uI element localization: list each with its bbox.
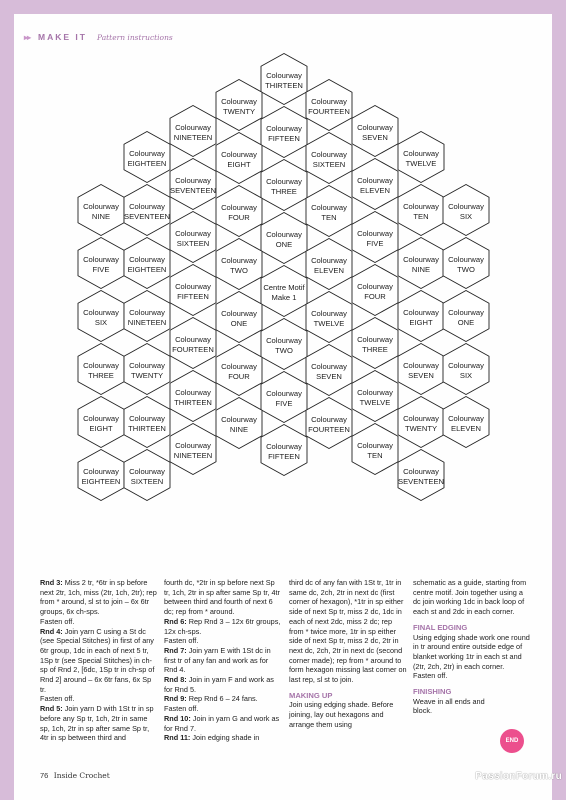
- hexagon-label-line2: SIXTEEN: [176, 239, 210, 248]
- hexagon-label-line1: Colourway: [357, 441, 393, 450]
- hexagon-label-line2: TWENTY: [222, 107, 256, 116]
- hexagon-motif: [306, 345, 352, 396]
- hexagon-motif: [216, 186, 262, 237]
- hexagon-label-line1: Colourway: [129, 361, 165, 370]
- hexagon-label-line1: Colourway: [175, 441, 211, 450]
- hexagon-label-line2: ONE: [457, 318, 475, 327]
- instruction-row: [164, 636, 282, 646]
- round-label: Rnd 9:: [164, 694, 187, 704]
- hexagon-label-line2: THREE: [362, 345, 388, 354]
- hexagon-motif: [78, 450, 124, 501]
- hexagon-motif: [78, 185, 124, 236]
- hexagon-label-line2: NINETEEN: [173, 133, 213, 142]
- hexagon-motif: [216, 345, 262, 396]
- hexagon-motif: [78, 238, 124, 289]
- hexagon-label-line2: TWENTY: [404, 424, 438, 433]
- hexagon-label-line1: Colourway: [129, 414, 165, 423]
- hexagon-label-line1: Colourway: [448, 414, 484, 423]
- hexagon-motif: [306, 292, 352, 343]
- hexagon-label-line1: Colourway: [403, 361, 439, 370]
- hexagon-motif: [216, 133, 262, 184]
- hexagon-label-line2: FOURTEEN: [308, 425, 350, 434]
- hexagon-label-line2: FIFTEEN: [177, 292, 209, 301]
- hexagon-label-line1: Colourway: [221, 150, 257, 159]
- hexagon-label-line2: THIRTEEN: [174, 398, 212, 407]
- hexagon-label-line1: Colourway: [311, 97, 347, 106]
- hexagon-motif: [443, 397, 489, 448]
- hexagon-motif: [352, 318, 398, 369]
- hexagon-label-line2: FIVE: [92, 265, 110, 274]
- hexagon-label-line2: FIVE: [366, 239, 384, 248]
- instruction-row: [40, 627, 158, 695]
- hexagon-motif: [78, 397, 124, 448]
- hexagon-label-line1: Colourway: [266, 442, 302, 451]
- instruction-text: Fasten off.: [164, 704, 199, 714]
- hexagon-label-line2: Make 1: [271, 293, 297, 302]
- hexagon-motif: [124, 185, 170, 236]
- instruction-text: Rep Rnd 6 – 24 fans.: [186, 694, 258, 704]
- instructions-column-3: [289, 578, 407, 730]
- hexagon-motif: [306, 239, 352, 290]
- hexagon-label-line1: Colourway: [83, 467, 119, 476]
- hexagon-motif: [170, 318, 216, 369]
- round-label: Rnd 8:: [164, 675, 187, 685]
- instruction-text: Fasten off.: [40, 616, 75, 626]
- hexagon-label-line2: NINE: [411, 265, 431, 274]
- hexagon-label-line2: TEN: [413, 212, 429, 221]
- hexagon-label-line2: SIX: [459, 212, 473, 221]
- hexagon-label-line2: FOUR: [228, 372, 250, 381]
- hexagon-motif: [352, 424, 398, 475]
- hexagon-label-line1: Colourway: [403, 414, 439, 423]
- hexagon-label-line1: Colourway: [357, 335, 393, 344]
- hexagon-label-line2: SIXTEEN: [312, 160, 346, 169]
- hexagon-motif: [261, 54, 307, 105]
- hexagon-label-line1: Colourway: [221, 203, 257, 212]
- hexagon-label-line1: Colourway: [175, 229, 211, 238]
- hexagon-motif: [78, 291, 124, 342]
- hexagon-label-line2: TWO: [230, 266, 248, 275]
- hexagon-label-line1: Colourway: [83, 414, 119, 423]
- hexagon-label-line1: Colourway: [357, 123, 393, 132]
- hexagon-label-line1: Colourway: [129, 202, 165, 211]
- hexagon-motif: [261, 213, 307, 264]
- hexagon-label-line2: TWELVE: [405, 159, 437, 168]
- hexagon-motif: [170, 371, 216, 422]
- hexagon-label-line2: NINETEEN: [173, 451, 213, 460]
- hexagon-motif: [124, 238, 170, 289]
- hexagon-motif: [306, 133, 352, 184]
- section-subtitle: Pattern instructions: [96, 32, 173, 42]
- hexagon-motif: [398, 291, 444, 342]
- hexagon-motif: [443, 291, 489, 342]
- hexagon-label-line2: SEVEN: [408, 371, 434, 380]
- hexagon-label-line2: EIGHT: [89, 424, 113, 433]
- hexagon-motif: [306, 80, 352, 131]
- hexagon-label-line1: Colourway: [175, 176, 211, 185]
- hexagon-label-line1: Centre Motif: [263, 283, 305, 292]
- hexagon-label-line1: Colourway: [448, 202, 484, 211]
- hexagon-label-line2: ELEVEN: [314, 266, 344, 275]
- hexagon-label-line1: Colourway: [266, 336, 302, 345]
- hexagon-label-line2: TWELVE: [313, 319, 345, 328]
- round-label: Rnd 3:: [40, 578, 63, 587]
- hexagon-label-line2: FIFTEEN: [268, 134, 300, 143]
- hexagon-label-line2: THIRTEEN: [128, 424, 166, 433]
- making-up-heading: MAKING UP: [289, 690, 333, 700]
- instruction-row: [164, 733, 282, 743]
- hexagon-label-line1: Colourway: [357, 229, 393, 238]
- hexagon-label-line1: Colourway: [221, 362, 257, 371]
- hexagon-label-line2: THREE: [88, 371, 114, 380]
- hexagon-motif: [124, 132, 170, 183]
- hexagon-label-line1: Colourway: [357, 176, 393, 185]
- instruction-row: [164, 675, 282, 694]
- round-label: Rnd 7:: [164, 645, 187, 655]
- hexagon-label-line1: Colourway: [403, 467, 439, 476]
- hexagon-label-line1: Colourway: [175, 388, 211, 397]
- hexagon-motif: [352, 371, 398, 422]
- instruction-text: Join in yarn F and work as for Rnd 5.: [164, 675, 274, 694]
- instruction-row: [164, 694, 282, 704]
- instructions-column-2: [164, 578, 282, 743]
- round-label: Rnd 6:: [164, 616, 187, 626]
- hexagon-label-line1: Colourway: [448, 361, 484, 370]
- hexagon-label-line2: NINE: [91, 212, 111, 221]
- hexagon-label-line1: Colourway: [403, 308, 439, 317]
- hexagon-label-line1: Colourway: [221, 97, 257, 106]
- instruction-row: [164, 617, 282, 636]
- hexagon-motif: [261, 425, 307, 476]
- hexagon-motif: [170, 106, 216, 157]
- section-title: MAKE IT: [38, 32, 87, 42]
- hexagon-label-line2: NINETEEN: [127, 318, 167, 327]
- hexagon-label-line2: ONE: [275, 240, 293, 249]
- hexagon-motif: [216, 239, 262, 290]
- hexagon-motif: [261, 107, 307, 158]
- instruction-row: [40, 578, 158, 617]
- hexagon-motif: [306, 398, 352, 449]
- instruction-text: Rep Rnd 3 – 12x 6tr groups, 12x ch-sps.: [164, 616, 281, 636]
- hexagon-label-line1: Colourway: [448, 255, 484, 264]
- finishing-text: Weave in all ends and block.: [413, 696, 485, 716]
- hexagon-label-line2: SEVENTEEN: [170, 186, 216, 195]
- instruction-row: [164, 714, 282, 733]
- hexagon-motif: [443, 344, 489, 395]
- instructions-column-4: [413, 578, 531, 716]
- instruction-text: Fasten off.: [40, 694, 75, 704]
- instructions-column-1: [40, 578, 158, 743]
- hexagon-label-line2: FOURTEEN: [308, 107, 350, 116]
- hexagon-label-line1: Colourway: [175, 335, 211, 344]
- making-up-text: Join using edging shade. Before joining, lay out hexagons and arrange them using: [289, 700, 394, 729]
- hexagon-label-line2: ELEVEN: [360, 186, 390, 195]
- instruction-text: Join yarn E with 1St dc in first tr of any fan and work as for Rnd 4.: [164, 645, 271, 675]
- hexagon-label-line1: Colourway: [83, 202, 119, 211]
- hexagon-label-line1: Colourway: [266, 230, 302, 239]
- hexagon-label-line1: Colourway: [83, 308, 119, 317]
- hexagon-motif: [352, 212, 398, 263]
- hexagon-motif: [443, 185, 489, 236]
- hexagon-label-line1: Colourway: [403, 202, 439, 211]
- hexagon-label-line2: TEN: [367, 451, 383, 460]
- hexagon-motif: [261, 160, 307, 211]
- hexagon-label-line1: Colourway: [221, 256, 257, 265]
- hexagon-motif: [352, 159, 398, 210]
- hexagon-label-line1: Colourway: [129, 308, 165, 317]
- instruction-text: Miss 2 tr, *6tr in sp before next 2tr, 1ch, miss (2tr, 1ch, 2tr); rep from * around, sl st to join – 6x 6tr groups, 6x ch-sps.: [40, 578, 157, 617]
- page-number: 76: [40, 771, 49, 780]
- hexagon-label-line2: EIGHT: [409, 318, 433, 327]
- hexagon-label-line2: THIRTEEN: [265, 81, 303, 90]
- hexagon-label-line2: SEVEN: [316, 372, 342, 381]
- hexagon-label-line2: TEN: [321, 213, 337, 222]
- hexagon-label-line2: FOUR: [228, 213, 250, 222]
- hexagon-label-line2: EIGHTEEN: [127, 159, 167, 168]
- hexagon-motif: [261, 372, 307, 423]
- hexagon-label-line1: Colourway: [403, 255, 439, 264]
- hexagon-label-line2: SEVEN: [362, 133, 388, 142]
- hexagon-motif: [306, 186, 352, 237]
- hexagon-label-line1: Colourway: [266, 389, 302, 398]
- hexagon-label-line1: Colourway: [83, 361, 119, 370]
- hexagon-label-line2: TWO: [275, 346, 293, 355]
- instruction-row: [164, 704, 282, 714]
- instruction-row: [164, 578, 282, 617]
- round-label: Rnd 5:: [40, 704, 63, 714]
- hexagon-label-line1: Colourway: [266, 177, 302, 186]
- hexagon-label-line1: Colourway: [175, 123, 211, 132]
- fasten-off-text: Fasten off.: [413, 671, 448, 681]
- page-footer: [40, 771, 110, 780]
- hexagon-label-line2: NINE: [229, 425, 249, 434]
- hexagon-label-line2: SIX: [459, 371, 473, 380]
- instruction-row: [40, 704, 158, 743]
- hexagon-motif: [216, 292, 262, 343]
- hexagon-motif: [398, 450, 444, 501]
- hexagon-label-line1: Colourway: [311, 362, 347, 371]
- hexagon-label-line1: Colourway: [221, 415, 257, 424]
- hexagon-label-line1: Colourway: [83, 255, 119, 264]
- hexagon-label-line1: Colourway: [357, 388, 393, 397]
- round-label: Rnd 11:: [164, 733, 191, 743]
- hexagon-label-line1: Colourway: [357, 282, 393, 291]
- hexagon-label-line2: SIXTEEN: [130, 477, 164, 486]
- hexagon-motif: [352, 265, 398, 316]
- final-edging-text: Using edging shade work one round in tr around entire outside edge of blanket working 1tr in each st and (2tr, 2ch, 2tr) in each corner.: [413, 632, 530, 671]
- instruction-text: Join edging shade in: [190, 733, 260, 743]
- hexagon-motif: [170, 159, 216, 210]
- hexagon-motif: [398, 397, 444, 448]
- hexagon-motif: [124, 291, 170, 342]
- hexagon-label-line1: Colourway: [129, 467, 165, 476]
- hexagon-label-line1: Colourway: [448, 308, 484, 317]
- instruction-row: [40, 617, 158, 627]
- watermark: PassionForum.ru: [475, 771, 562, 782]
- hexagon-label-line1: Colourway: [311, 415, 347, 424]
- instruction-text: third dc of any fan with 1St tr, 1tr in same dc, 2ch, 2tr in next dc (first corner of hexagon), *1tr in sp either side of next Sp tr, miss 2 dc, 1dc in each of next 2dc, miss 2 dc; rep from * twice more, 1tr in sp either side of next Sp tr, miss 2 dc, 2tr in next dc, 2ch, 2tr in next dc (second corner made); rep from * around to form hexagon missing last corner on last rep, sl st to join.: [289, 578, 407, 685]
- hexagon-motif: [216, 398, 262, 449]
- hexagon-label-line1: Colourway: [311, 309, 347, 318]
- hexagon-motif: [216, 80, 262, 131]
- instruction-row: [164, 646, 282, 675]
- hexagon-label-line2: EIGHTEEN: [81, 477, 121, 486]
- hexagon-label-line1: Colourway: [311, 256, 347, 265]
- hexagon-label-line2: FOURTEEN: [172, 345, 214, 354]
- instruction-text: Join in yarn G and work as for Rnd 7.: [164, 713, 280, 733]
- hexagon-label-line1: Colourway: [221, 309, 257, 318]
- end-badge: END: [500, 729, 524, 753]
- instruction-row: [289, 578, 407, 685]
- hexagon-label-line2: TWO: [457, 265, 475, 274]
- instruction-text: Join yarn D with 1St tr in sp before any Sp tr, 1ch, 2tr in same sp, 1ch, 2tr in sp after same Sp tr, 4tr in sp between third and: [40, 704, 154, 743]
- hexagon-label-line1: Colourway: [129, 149, 165, 158]
- hexagon-motif: [124, 344, 170, 395]
- hexagon-label-line2: TWENTY: [130, 371, 164, 380]
- hexagon-motif: [398, 344, 444, 395]
- instruction-text: Fasten off.: [164, 636, 199, 646]
- hexagon-label-line2: ELEVEN: [451, 424, 481, 433]
- round-label: Rnd 10:: [164, 713, 191, 723]
- hexagon-label-line1: Colourway: [403, 149, 439, 158]
- hexagon-label-line1: Colourway: [129, 255, 165, 264]
- hexagon-label-line1: Colourway: [311, 203, 347, 212]
- hexagon-motif: [170, 424, 216, 475]
- instruction-text: Join yarn C using a St dc (see Special Stitches) in first of any 6tr group, 1dc in each of next 5 tr, 1Sp tr (see Special Stitches) in ch-sp of Rnd 2, [6dc, 1Sp tr in ch-sp of Rnd 2] around – 6x 6tr fans, 6x Sp tr.: [40, 626, 155, 694]
- instruction-text: fourth dc, *2tr in sp before next Sp tr, 1ch, 2tr in sp after same Sp tr, 4tr between third and fourth of next 6 dc; rep from * around.: [164, 578, 280, 617]
- hexagon-label-line2: SEVENTEEN: [124, 212, 170, 221]
- hexagon-motif: [170, 265, 216, 316]
- hexagon-label-line2: TWELVE: [359, 398, 391, 407]
- arrow-icon: ▸▸: [24, 32, 31, 42]
- hexagon-label-line1: Colourway: [311, 150, 347, 159]
- hexagon-motif: [398, 238, 444, 289]
- hexagon-label-line1: Colourway: [175, 282, 211, 291]
- instructions: [40, 578, 540, 758]
- hexagon-label-line2: ONE: [230, 319, 248, 328]
- hexagon-motif: [124, 450, 170, 501]
- round-label: Rnd 4:: [40, 626, 63, 636]
- hexagon-label-line2: EIGHT: [227, 160, 251, 169]
- hexagon-motif: [170, 212, 216, 263]
- hexagon-motif: [352, 106, 398, 157]
- hexagon-label-line2: FIVE: [275, 399, 293, 408]
- hexagon-motif: [261, 319, 307, 370]
- hexagon-label-line1: Colourway: [266, 124, 302, 133]
- final-edging-heading: FINAL EDGING: [413, 622, 468, 632]
- hexagon-motif: [124, 397, 170, 448]
- finishing-heading: FINISHING: [413, 687, 452, 697]
- hexagon-label-line1: Colourway: [266, 71, 302, 80]
- hexagon-label-line2: SEVENTEEN: [398, 477, 444, 486]
- hexagon-label-line2: FIFTEEN: [268, 452, 300, 461]
- instruction-row: [40, 694, 158, 704]
- magazine-name: Inside Crochet: [53, 771, 110, 780]
- hexagon-label-line2: SIX: [94, 318, 108, 327]
- hexagon-motif: [443, 238, 489, 289]
- hexagon-motif: [398, 132, 444, 183]
- hexagon-label-line2: EIGHTEEN: [127, 265, 167, 274]
- hexagon-label-line2: THREE: [271, 187, 297, 196]
- hexagon-label-line2: FOUR: [364, 292, 386, 301]
- hexagon-motif: [261, 266, 307, 317]
- hexagon-motif: [78, 344, 124, 395]
- making-up-continued: schematic as a guide, starting from centre motif. Join together using a dc join working 1dc in back loop of each st and 2dc in each corner.: [413, 578, 527, 617]
- hexagon-motif: [398, 185, 444, 236]
